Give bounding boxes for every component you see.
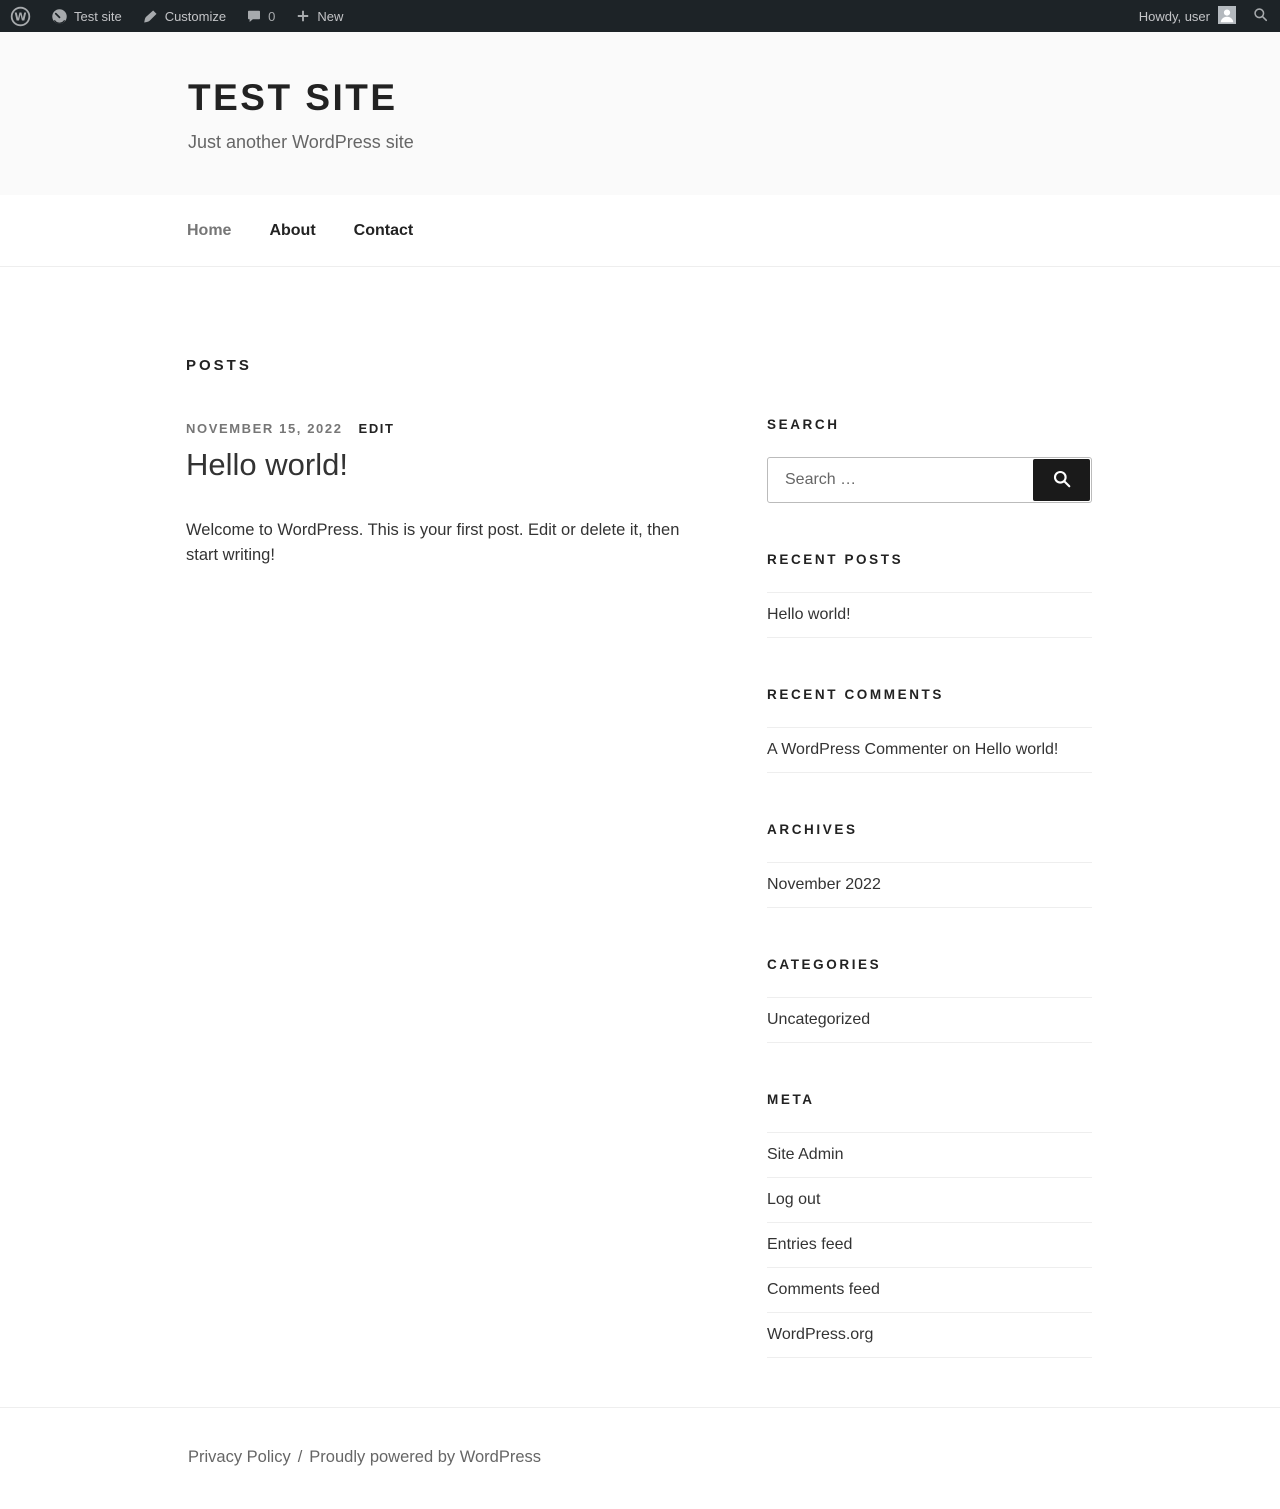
admin-bar [0, 0, 1280, 32]
wordpress-org-link[interactable]: WordPress.org [767, 1326, 874, 1343]
nav-item-about[interactable]: About [269, 221, 316, 239]
posts-column [186, 357, 716, 1407]
recent-comments-widget [767, 687, 1092, 773]
privacy-policy-link[interactable]: Privacy Policy [188, 1448, 291, 1466]
list-item [767, 1178, 1092, 1223]
meta-title: META [767, 1092, 815, 1107]
categories-widget [767, 957, 1092, 1043]
paintbrush-icon [142, 8, 159, 25]
list-item [767, 593, 1092, 638]
search-widget [767, 417, 1092, 503]
comment-bubble-icon [246, 8, 262, 24]
dashboard-gauge-icon [51, 8, 68, 25]
comments-feed-link[interactable]: Comments feed [767, 1281, 880, 1298]
howdy-label: Howdy, user [1138, 8, 1210, 24]
main-navigation [0, 195, 1280, 267]
powered-by-link[interactable]: Proudly powered by WordPress [309, 1448, 542, 1466]
archives-title: ARCHIVES [767, 822, 858, 837]
recent-post-link[interactable]: Hello world! [767, 606, 851, 623]
new-content-button[interactable] [285, 0, 353, 32]
post-date-link[interactable]: NOVEMBER 15, 2022 [186, 421, 343, 436]
search-form [767, 457, 1092, 503]
site-title[interactable]: TEST SITE [188, 77, 398, 118]
new-label: New [317, 8, 344, 24]
comment-post-link[interactable]: Hello world! [974, 741, 1059, 758]
site-header [0, 32, 1280, 195]
site-name-menu[interactable] [41, 0, 132, 32]
list-item [767, 1223, 1092, 1268]
log-out-link[interactable]: Log out [767, 1191, 821, 1208]
list-item [767, 1268, 1092, 1313]
recent-comments-title: RECENT COMMENTS [767, 687, 944, 702]
list-item [767, 1313, 1092, 1358]
site-tagline: Just another WordPress site [188, 132, 414, 152]
plus-icon [295, 8, 311, 24]
search-icon [1051, 468, 1073, 493]
category-link[interactable]: Uncategorized [767, 1011, 871, 1028]
categories-title: CATEGORIES [767, 957, 882, 972]
wordpress-logo-icon [10, 6, 31, 27]
list-item [767, 1133, 1092, 1178]
comments-button[interactable] [236, 0, 285, 32]
post-title-link[interactable]: Hello world! [186, 447, 348, 482]
site-admin-link[interactable]: Site Admin [767, 1146, 844, 1163]
archive-link[interactable]: November 2022 [767, 876, 881, 893]
recent-posts-title: RECENT POSTS [767, 552, 904, 567]
site-footer [0, 1407, 1280, 1509]
meta-widget [767, 1092, 1092, 1358]
comment-author-link[interactable]: A WordPress Commenter [767, 741, 949, 758]
search-widget-title: SEARCH [767, 417, 840, 432]
entries-feed-link[interactable]: Entries feed [767, 1236, 853, 1253]
comments-count: 0 [268, 8, 276, 24]
list-item [767, 863, 1092, 908]
customize-label: Customize [164, 8, 227, 24]
post-edit-link[interactable]: EDIT [358, 421, 395, 436]
list-item [767, 998, 1092, 1043]
search-icon [1252, 6, 1269, 26]
page-title: POSTS [186, 357, 252, 374]
account-menu[interactable] [1130, 0, 1245, 32]
archives-widget [767, 822, 1092, 908]
site-name-label: Test site [74, 8, 122, 24]
customize-button[interactable] [132, 0, 236, 32]
avatar [1218, 6, 1236, 27]
footer-separator: / [297, 1448, 303, 1466]
comment-connector: on [948, 741, 975, 758]
nav-item-contact[interactable]: Contact [353, 221, 414, 239]
content-area [0, 267, 1280, 1407]
sidebar [767, 417, 1092, 1407]
svg-text:W: W [14, 10, 27, 24]
post-article [186, 421, 716, 568]
adminbar-search-button[interactable] [1245, 0, 1280, 32]
search-submit-button[interactable] [1033, 459, 1090, 501]
nav-item-home[interactable]: Home [187, 221, 232, 239]
recent-posts-widget [767, 552, 1092, 638]
list-item [767, 728, 1092, 773]
post-body: Welcome to WordPress. This is your first post. Edit or delete it, then start writing! [186, 521, 680, 564]
wordpress-menu-button[interactable] [0, 0, 41, 32]
